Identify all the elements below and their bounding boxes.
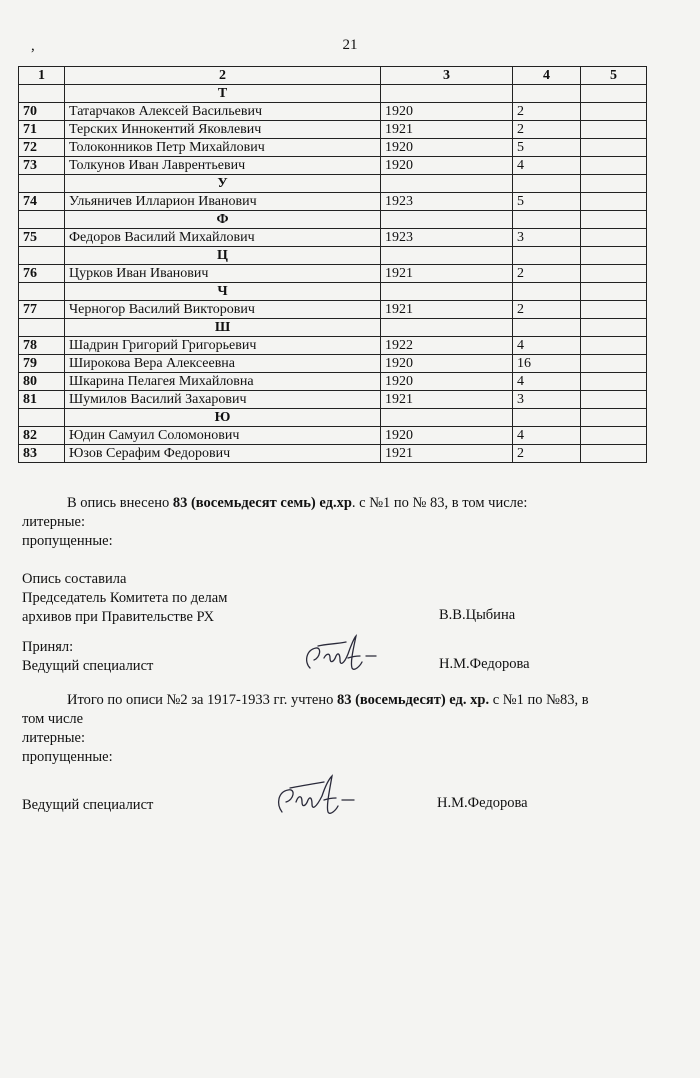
sheets-count: 4 [513,427,581,445]
note-cell [581,121,647,139]
person-name: Шадрин Григорий Григорьевич [65,337,381,355]
table-row [19,337,647,355]
sheets-count: 2 [513,121,581,139]
person-name: Шкарина Пелагея Михайловна [65,373,381,391]
item-number: 76 [19,265,65,283]
empty-cell [513,85,581,103]
person-name: Терских Иннокентий Яковлевич [65,121,381,139]
note-cell [581,337,647,355]
accepted-name: Н.М.Федорова [439,656,530,672]
header-cell: 5 [581,67,647,85]
note-cell [581,157,647,175]
year-cell: 1922 [381,337,513,355]
compiled-line-2: Председатель Комитета по делам [22,590,228,606]
person-name: Цурков Иван Иванович [65,265,381,283]
sheets-count: 16 [513,355,581,373]
note-cell [581,391,647,409]
table-row [19,265,647,283]
inventory-table [18,66,647,463]
empty-cell [19,319,65,337]
empty-cell [581,319,647,337]
table-body [19,85,647,463]
person-name: Шумилов Василий Захарович [65,391,381,409]
empty-cell [381,409,513,427]
year-cell: 1920 [381,373,513,391]
table-row [19,121,647,139]
summary-line [67,494,527,513]
header-cell: 4 [513,67,581,85]
total-skipped: пропущенные: [22,749,113,765]
person-name: Черногор Василий Викторович [65,301,381,319]
year-cell: 1920 [381,427,513,445]
letter-divider-row [19,409,647,427]
empty-cell [513,175,581,193]
letter-heading: Т [65,85,381,103]
year-cell: 1921 [381,265,513,283]
table-row [19,301,647,319]
empty-cell [381,319,513,337]
item-number: 73 [19,157,65,175]
year-cell: 1923 [381,193,513,211]
sheets-count: 4 [513,157,581,175]
empty-cell [381,85,513,103]
summary-skipped: пропущенные: [22,533,113,549]
letter-heading: У [65,175,381,193]
final-title: Ведущий специалист [22,797,154,813]
summary-post: . с №1 по № 83, в том числе: [351,495,528,511]
total-pre: Итого по описи №2 за 1917-1933 гг. учтено [67,692,337,708]
sheets-count: 2 [513,103,581,121]
empty-cell [19,211,65,229]
empty-cell [19,85,65,103]
sheets-count: 2 [513,265,581,283]
person-name: Толоконников Петр Михайлович [65,139,381,157]
letter-heading: Ш [65,319,381,337]
item-number: 82 [19,427,65,445]
signature-2 [270,772,360,826]
empty-cell [19,175,65,193]
empty-cell [513,211,581,229]
item-number: 78 [19,337,65,355]
person-name: Юзов Серафим Федорович [65,445,381,463]
year-cell: 1920 [381,139,513,157]
accepted-line-2: Ведущий специалист [22,658,154,674]
table-row [19,391,647,409]
year-cell: 1920 [381,103,513,121]
table-row [19,193,647,211]
item-number: 75 [19,229,65,247]
page-mark: , [31,38,35,54]
sheets-count: 2 [513,445,581,463]
item-number: 83 [19,445,65,463]
summary-literal: литерные: [22,514,85,530]
letter-heading: Ч [65,283,381,301]
compiled-line-1: Опись составила [22,571,127,587]
person-name: Юдин Самуил Соломонович [65,427,381,445]
total-count: 83 (восемьдесят) ед. хр. [336,692,490,708]
empty-cell [381,247,513,265]
year-cell: 1923 [381,229,513,247]
empty-cell [513,319,581,337]
person-name: Татарчаков Алексей Васильевич [65,103,381,121]
letter-divider-row [19,211,647,229]
note-cell [581,445,647,463]
letter-heading: Ю [65,409,381,427]
note-cell [581,229,647,247]
letter-heading: Ц [65,247,381,265]
sheets-count: 5 [513,139,581,157]
item-number: 80 [19,373,65,391]
person-name: Толкунов Иван Лаврентьевич [65,157,381,175]
table-row [19,445,647,463]
compiled-line-3: архивов при Правительстве РХ [22,609,215,625]
letter-divider-row [19,85,647,103]
final-name: Н.М.Федорова [437,795,528,811]
year-cell: 1921 [381,445,513,463]
item-number: 74 [19,193,65,211]
table-header-row [19,67,647,85]
empty-cell [581,85,647,103]
summary-pre: В опись внесено [67,495,173,511]
letter-divider-row [19,175,647,193]
empty-cell [381,211,513,229]
item-number: 79 [19,355,65,373]
empty-cell [513,283,581,301]
empty-cell [513,409,581,427]
year-cell: 1921 [381,391,513,409]
letter-divider-row [19,283,647,301]
note-cell [581,103,647,121]
sheets-count: 3 [513,391,581,409]
empty-cell [381,175,513,193]
empty-cell [581,409,647,427]
empty-cell [381,283,513,301]
total-line-2: том числе [22,711,84,727]
note-cell [581,139,647,157]
table-row [19,373,647,391]
table-row [19,103,647,121]
compiled-name: В.В.Цыбина [439,607,516,623]
empty-cell [513,247,581,265]
item-number: 71 [19,121,65,139]
year-cell: 1921 [381,121,513,139]
note-cell [581,265,647,283]
item-number: 70 [19,103,65,121]
sheets-count: 5 [513,193,581,211]
letter-divider-row [19,319,647,337]
note-cell [581,427,647,445]
empty-cell [581,211,647,229]
header-cell: 2 [65,67,381,85]
sheets-count: 4 [513,337,581,355]
note-cell [581,301,647,319]
table-row [19,427,647,445]
letter-divider-row [19,247,647,265]
item-number: 72 [19,139,65,157]
empty-cell [581,247,647,265]
year-cell: 1920 [381,157,513,175]
signature-1 [296,632,382,682]
letter-heading: Ф [65,211,381,229]
note-cell [581,373,647,391]
sheets-count: 4 [513,373,581,391]
year-cell: 1921 [381,301,513,319]
header-cell: 3 [381,67,513,85]
person-name: Федоров Василий Михайлович [65,229,381,247]
item-number: 77 [19,301,65,319]
empty-cell [19,283,65,301]
empty-cell [19,247,65,265]
sheets-count: 3 [513,229,581,247]
person-name: Широкова Вера Алексеевна [65,355,381,373]
header-cell: 1 [19,67,65,85]
table-row [19,139,647,157]
empty-cell [581,283,647,301]
total-literal: литерные: [22,730,85,746]
table-row [19,355,647,373]
empty-cell [581,175,647,193]
empty-cell [19,409,65,427]
sheets-count: 2 [513,301,581,319]
note-cell [581,355,647,373]
page-number: 21 [342,37,358,53]
total-line [67,691,589,710]
year-cell: 1920 [381,355,513,373]
total-post: с №1 по №83, в [489,692,589,708]
summary-count: 83 (восемьдесят семь) ед.хр [172,495,352,511]
accepted-line-1: Принял: [22,639,74,655]
note-cell [581,193,647,211]
item-number: 81 [19,391,65,409]
person-name: Ульяничев Илларион Иванович [65,193,381,211]
table-row [19,229,647,247]
table-row [19,157,647,175]
